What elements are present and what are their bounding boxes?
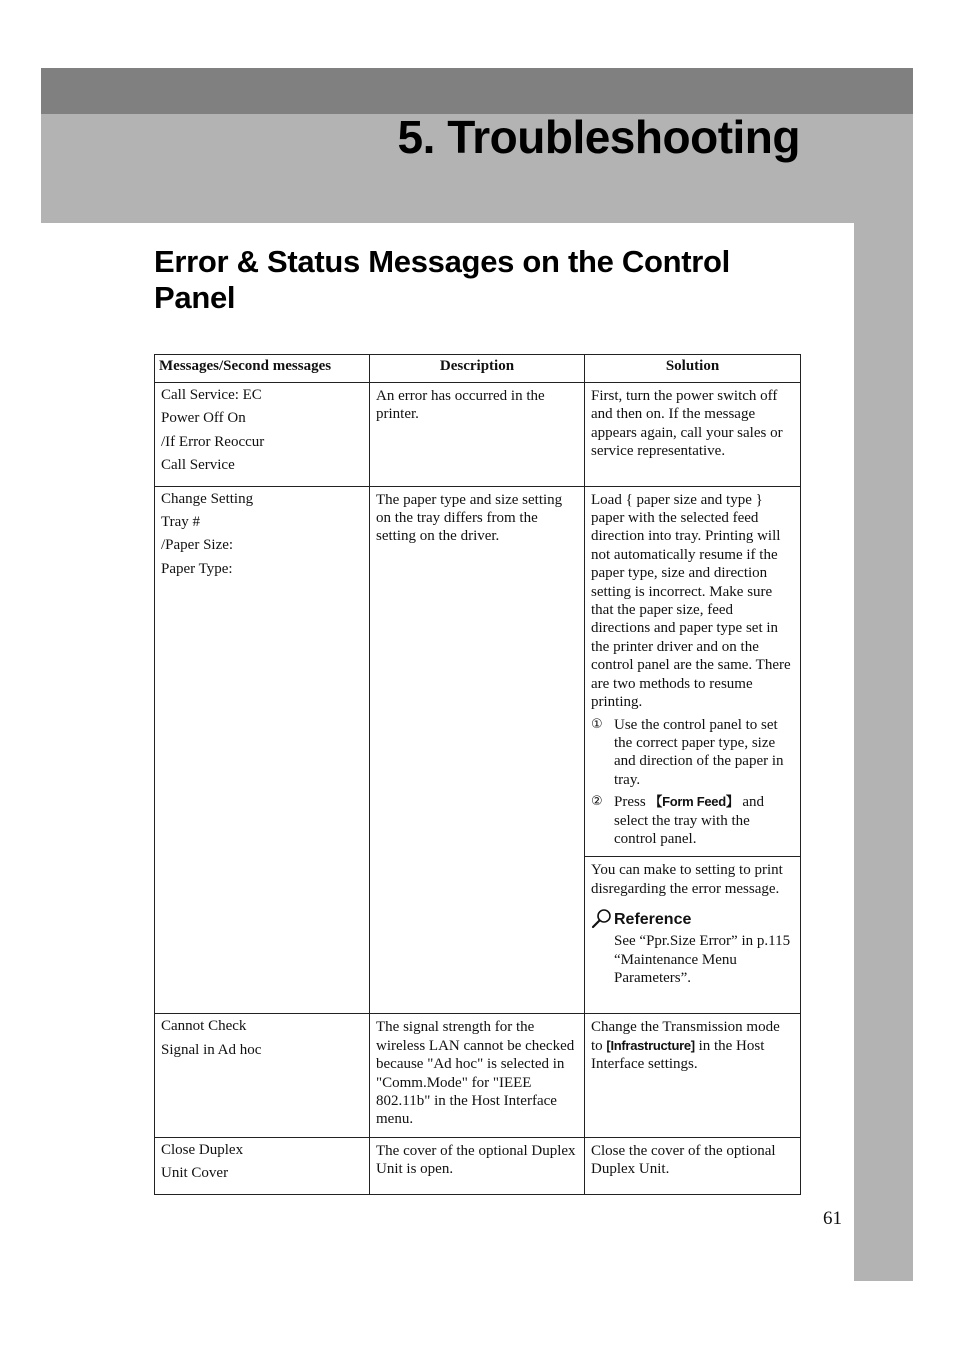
message-line: Call Service: EC: [161, 387, 262, 403]
chapter-band-dark: [41, 68, 913, 114]
reference-text: See “Ppr.Size Error” in p.115 “Maintenance Menu Parameters”.: [614, 933, 791, 986]
message-line: Cannot Check: [161, 1018, 247, 1035]
infrastructure-key: [Infrastructure]: [606, 1037, 695, 1053]
reference-heading: [591, 908, 795, 929]
message-line: Tray #: [161, 514, 201, 531]
description-cell: The paper type and size setting on the tray differs from the setting on the driver.: [370, 486, 585, 1014]
solution-step: [591, 716, 795, 790]
page-side-bar: [854, 223, 913, 1281]
message-line: Signal in Ad hoc: [161, 1041, 262, 1058]
message-line: /If Error Reoccur: [161, 433, 265, 450]
message-line: Call Service: [161, 457, 235, 474]
step-text-before: Press: [614, 794, 650, 811]
header-description: Description: [370, 355, 585, 383]
solution-alt: You can make to setting to print disregarding the error message.: [591, 862, 783, 897]
message-cell: [155, 1014, 370, 1137]
solution-cell: First, turn the power switch off and then on. If the message appears again, call your sales or service representative.: [585, 383, 801, 487]
solution-cell: Close the cover of the optional Duplex Unit.: [585, 1137, 801, 1194]
header-solution: Solution: [585, 355, 801, 383]
chapter-title: 5. Troubleshooting: [397, 111, 800, 163]
header-messages: Messages/Second messages: [155, 355, 370, 383]
table-row: [155, 1014, 801, 1137]
table-row: [155, 486, 801, 857]
step-text: [614, 793, 795, 848]
message-line: Change Setting: [161, 490, 254, 507]
description-cell: The cover of the optional Duplex Unit is open.: [370, 1137, 585, 1194]
message-cell: [155, 383, 370, 487]
section-title: Error & Status Messages on the Control Panel: [154, 244, 730, 315]
step-number: ①: [591, 716, 603, 732]
message-cell: [155, 1137, 370, 1194]
message-line: Paper Type:: [161, 560, 233, 577]
message-line: /Paper Size:: [161, 537, 234, 554]
description-cell: An error has occurred in the printer.: [370, 383, 585, 487]
solution-cell: [585, 1014, 801, 1137]
table-row: [155, 1137, 801, 1194]
reference-label: Reference: [614, 911, 692, 929]
step-text: Use the control panel to set the correct paper type, size and direction of the paper in tray.: [614, 716, 784, 788]
message-line: Close Duplex: [161, 1141, 244, 1158]
solution-text-before: Change the Transmission mode to: [591, 1019, 780, 1054]
table-header-row: [155, 355, 801, 383]
message-line: Power Off On: [161, 410, 246, 427]
page-number: 61: [823, 1208, 842, 1229]
step-number: ②: [591, 794, 603, 810]
step-text-after: and select the tray with the control panel.: [614, 794, 764, 847]
description-cell: The signal strength for the wireless LAN cannot be checked because "Ad hoc" is selected in "Comm.Mode" for "IEEE 802.11b" in the Host Interface menu.: [370, 1014, 585, 1137]
solution-intro: Load { paper size and type } paper with the selected feed direction into tray. Printing will not automatically resume if the paper type, size and direction setting is incorrect. Make sure that the paper size, feed directions and paper type set in the printer driver and on the control panel are the same. There are two methods to resume printing.: [591, 491, 791, 711]
table-row: [155, 383, 801, 487]
solution-cell: [585, 857, 801, 1014]
message-cell: [155, 486, 370, 1014]
message-line: Unit Cover: [161, 1165, 229, 1182]
solution-step: [591, 793, 795, 848]
solution-cell: [585, 486, 801, 857]
magnifier-icon: [591, 908, 612, 929]
messages-table: [154, 354, 801, 1195]
solution-text-after: in the Host Interface settings.: [591, 1037, 765, 1073]
form-feed-key: 【Form Feed】: [649, 794, 739, 810]
